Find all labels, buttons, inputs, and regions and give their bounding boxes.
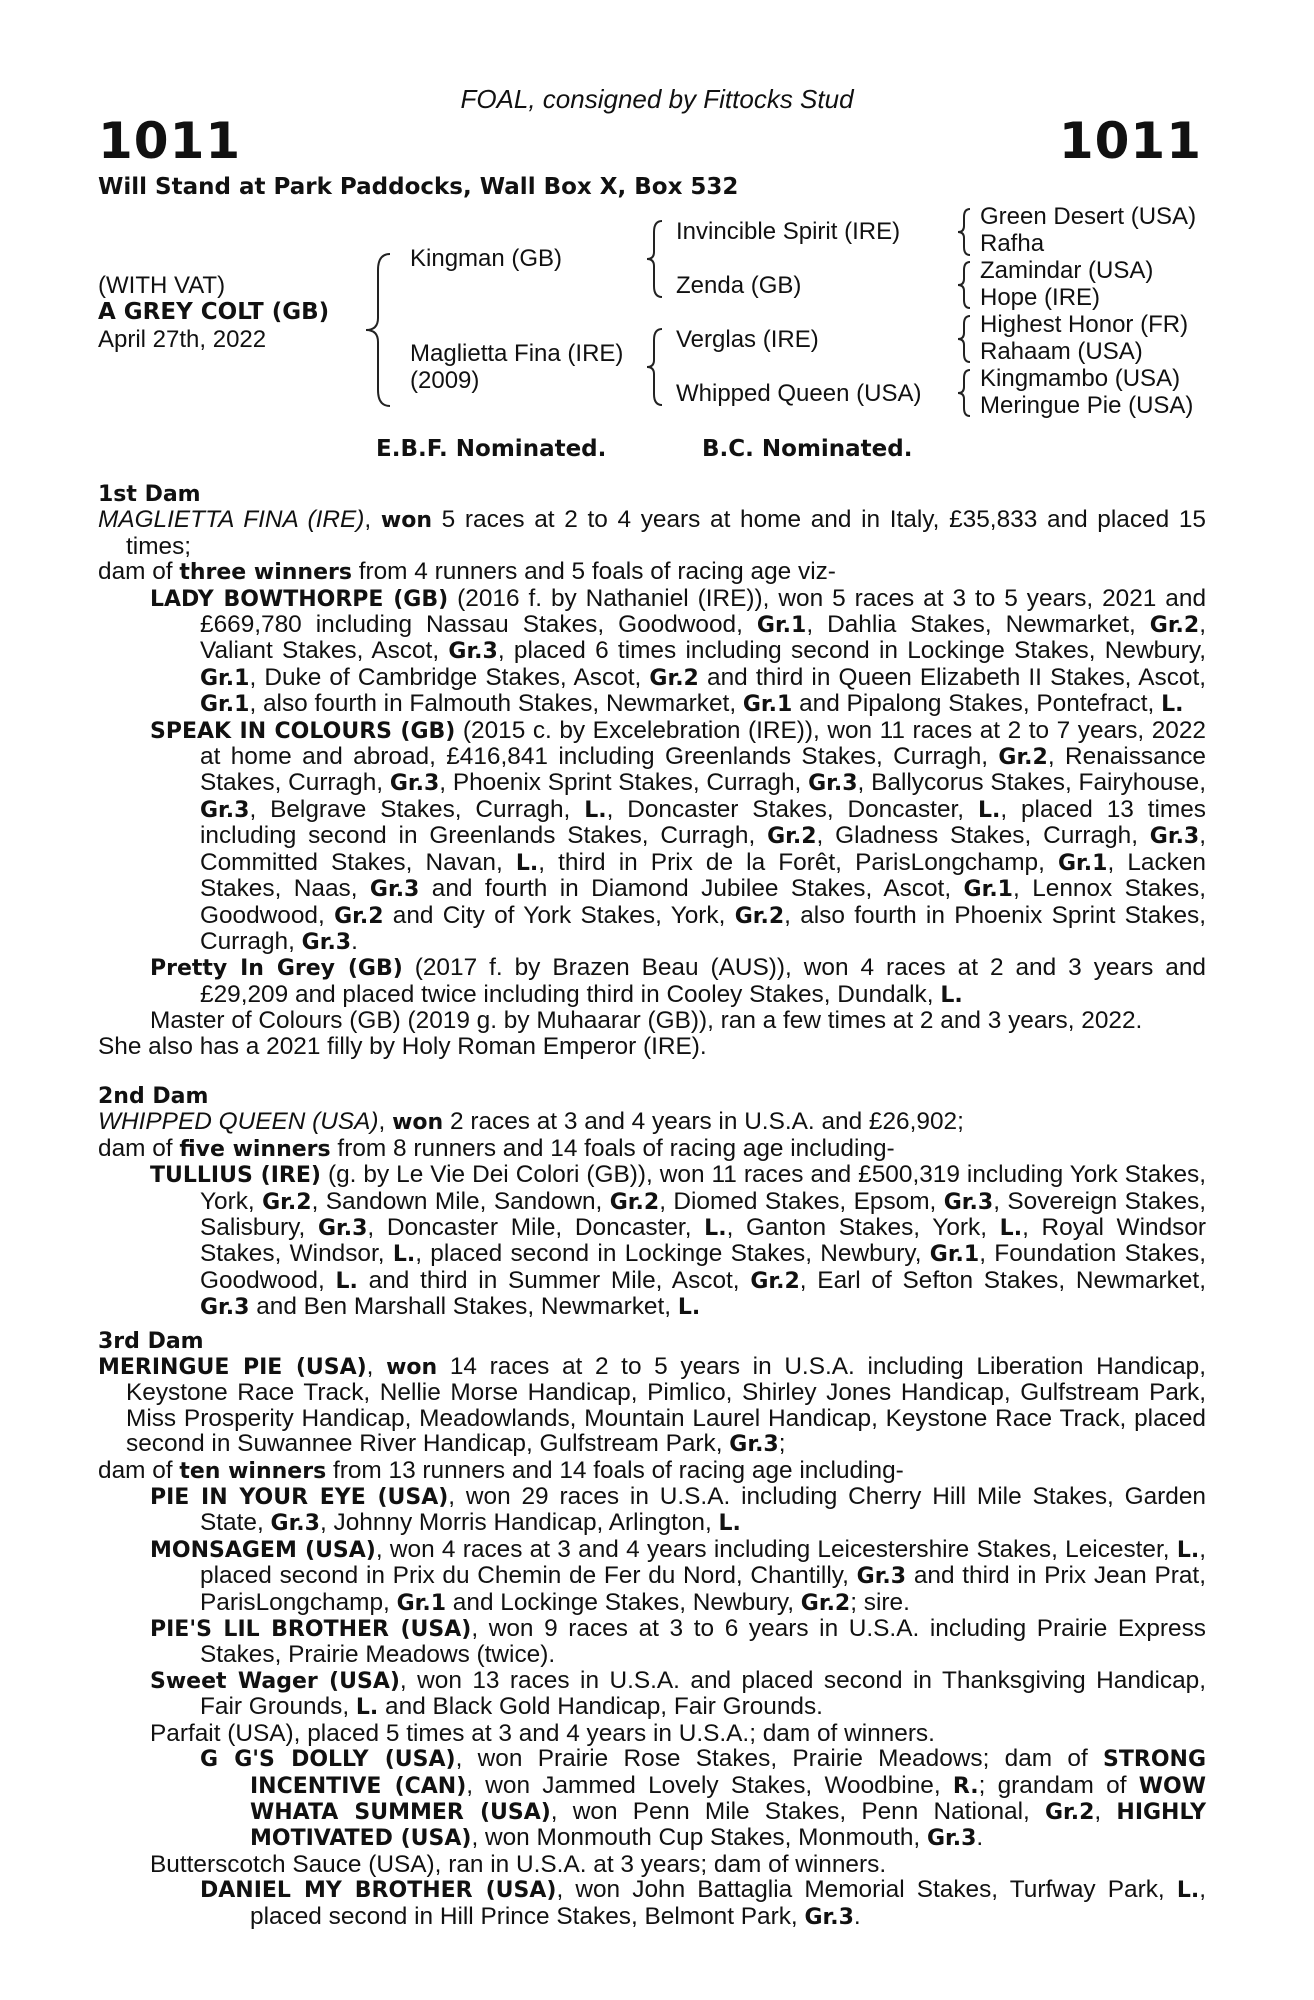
- catalogue-body: [98, 482, 1206, 1930]
- pedigree-g7: Kingmambo (USA): [980, 365, 1181, 392]
- pedigree-brace-g1: [954, 206, 976, 258]
- pedigree-g3: Zamindar (USA): [980, 257, 1154, 284]
- first-dam-progeny-3: Pretty In Grey (GB) (2017 f. by Brazen Beau (AUS)), won 4 races at 2 and 3 years and £29,209 and placed twice including third in Cooley Stakes, Dundalk, L.: [150, 954, 1206, 1008]
- pedigree-dam-dam: Whipped Queen (USA): [676, 380, 922, 407]
- pedigree-brace-g2: [954, 259, 976, 311]
- pedigree-brace-main: [360, 250, 400, 410]
- bc-nomination: B.C. Nominated.: [702, 436, 913, 462]
- third-dam-produce-summary: dam of ten winners from 13 runners and 14 foals of racing age including-: [98, 1456, 904, 1484]
- pedigree-g2: Rafha: [980, 230, 1045, 257]
- foaling-date: April 27th, 2022: [98, 326, 267, 353]
- ebf-nomination: E.B.F. Nominated.: [376, 436, 607, 462]
- third-dam-grandprogeny-6a: DANIEL MY BROTHER (USA), won John Battaglia Memorial Stakes, Turfway Park, L., placed second in Hill Prince Stakes, Belmont Park, Gr.3.: [200, 1876, 1206, 1930]
- pedigree-sire: Kingman (GB): [410, 245, 563, 272]
- vat-note: (WITH VAT): [98, 272, 226, 299]
- second-dam-produce-summary: dam of five winners from 8 runners and 14 foals of racing age including-: [98, 1134, 895, 1162]
- consignor-line: FOAL, consigned by Fittocks Stud: [460, 84, 854, 114]
- pedigree-sire-sire: Invincible Spirit (IRE): [676, 218, 901, 245]
- first-dam-produce-summary: dam of three winners from 4 runners and 5 foals of racing age viz-: [98, 558, 836, 586]
- third-dam-progeny-1: PIE IN YOUR EYE (USA), won 29 races in U.S.A. including Cherry Hill Mile Stakes, Garden State, Gr.3, Johnny Morris Handicap, Arlington, L.: [150, 1483, 1206, 1537]
- third-dam-progeny-4: Sweet Wager (USA), won 13 races in U.S.A. and placed second in Thanksgiving Handicap, Fair Grounds, L. and Black Gold Handicap, Fair Grounds.: [150, 1666, 1206, 1721]
- pedigree-g4: Hope (IRE): [980, 284, 1101, 311]
- second-dam-progeny-1: TULLIUS (IRE) (g. by Le Vie Dei Colori (GB)), won 11 races and £500,319 including York Stakes, York, Gr.2, Sandown Mile, Sandown, Gr.2, Diomed Stakes, Epsom, Gr.3, Sovereign Stakes, Salisbury, Gr.3, Doncaster Mile, Doncaster, L., Ganton Stakes, York, L., Royal Windsor Stakes, Windsor, L., placed second in Lockinge Stakes, Newbury, Gr.1, Foundation Stakes, Goodwood, L. and third in Summer Mile, Ascot, Gr.2, Earl of Sefton Stakes, Newmarket, Gr.3 and Ben Marshall Stakes, Newmarket, L.: [150, 1161, 1207, 1321]
- pedigree-dam-year: (2009): [410, 367, 480, 394]
- third-dam-progeny-3: PIE'S LIL BROTHER (USA), won 9 races at 3 to 6 years in U.S.A. including Prairie Express Stakes, Prairie Meadows (twice).: [150, 1615, 1207, 1669]
- pedigree-g1: Green Desert (USA): [980, 203, 1197, 230]
- third-dam-progeny-5: Parfait (USA), placed 5 times at 3 and 4 years in U.S.A.; dam of winners.: [150, 1719, 935, 1747]
- pedigree-dam-sire: Verglas (IRE): [676, 326, 819, 353]
- pedigree-brace-g3: [954, 313, 976, 365]
- lot-number-left: 1011: [98, 112, 242, 170]
- pedigree-dam: Maglietta Fina (IRE): [410, 340, 624, 367]
- pedigree-brace-g4: [954, 367, 976, 419]
- first-dam-progeny-2: SPEAK IN COLOURS (GB) (2015 c. by Excelebration (IRE)), won 11 races at 2 to 7 years, 2022 at home and abroad, £416,841 including Greenlands Stakes, Curragh, Gr.2, Renaissance Stakes, Curragh, Gr.3, Phoenix Sprint Stakes, Curragh, Gr.3, Ballycorus Stakes, Fairyhouse, Gr.3, Belgrave Stakes, Curragh, L., Doncaster Stakes, Doncaster, L., placed 13 times including second in Greenlands Stakes, Curragh, Gr.2, Gladness Stakes, Curragh, Gr.3, Committed Stakes, Navan, L., third in Prix de la Forêt, ParisLongchamp, Gr.1, Lacken Stakes, Naas, Gr.3 and fourth in Diamond Jubilee Stakes, Ascot, Gr.1, Lennox Stakes, Goodwood, Gr.2 and City of York Stakes, York, Gr.2, also fourth in Phoenix Sprint Stakes, Curragh, Gr.3.: [150, 716, 1207, 955]
- first-dam-progeny-1: LADY BOWTHORPE (GB) (2016 f. by Nathaniel (IRE)), won 5 races at 3 to 5 years, 2021 and £669,780 including Nassau Stakes, Goodwood, Gr.1, Dahlia Stakes, Newmarket, Gr.2, Valiant Stakes, Ascot, Gr.3, placed 6 times including second in Lockinge Stakes, Newbury, Gr.1, Duke of Cambridge Stakes, Ascot, Gr.2 and third in Queen Elizabeth II Stakes, Ascot, Gr.1, also fourth in Falmouth Stakes, Newmarket, Gr.1 and Pipalong Stakes, Pontefract, L.: [150, 584, 1207, 718]
- pedigree-sire-dam: Zenda (GB): [676, 272, 802, 299]
- pedigree-brace-sire: [644, 218, 668, 300]
- first-dam-record: MAGLIETTA FINA (IRE), won 5 races at 2 to 4 years at home and in Italy, £35,833 and placed 15 times;: [98, 506, 1206, 560]
- stand-location: Will Stand at Park Paddocks, Wall Box X, Box 532: [98, 174, 739, 200]
- third-dam-progeny-6: Butterscotch Sauce (USA), ran in U.S.A. at 3 years; dam of winners.: [150, 1850, 887, 1878]
- lot-description: A GREY COLT (GB): [98, 299, 330, 325]
- pedigree-brace-dam: [644, 326, 668, 408]
- third-dam-title: 3rd Dam: [98, 1328, 204, 1354]
- first-dam-progeny-4: Master of Colours (GB) (2019 g. by Muhaarar (GB)), ran a few times at 2 and 3 years, 2022.: [150, 1007, 1143, 1035]
- first-dam-title: 1st Dam: [98, 482, 201, 507]
- lot-number-right: 1011: [1058, 112, 1202, 170]
- first-dam-note: She also has a 2021 filly by Holy Roman Emperor (IRE).: [98, 1032, 707, 1060]
- third-dam-grandprogeny-5a: G G'S DOLLY (USA), won Prairie Rose Stakes, Prairie Meadows; dam of STRONG INCENTIVE (CAN), won Jammed Lovely Stakes, Woodbine, R.; grandam of WOW WHATA SUMMER (USA), won Penn Mile Stakes, Penn National, Gr.2, HIGHLY MOTIVATED (USA), won Monmouth Cup Stakes, Monmouth, Gr.3.: [200, 1745, 1207, 1852]
- third-dam-record: MERINGUE PIE (USA), won 14 races at 2 to 5 years in U.S.A. including Liberation Handicap, Keystone Race Track, Nellie Morse Handicap, Pimlico, Shirley Jones Handicap, Gulfstream Park, Miss Prosperity Handicap, Meadowlands, Mountain Laurel Handicap, Keystone Race Track, placed second in Suwannee River Handicap, Gulfstream Park, Gr.3;: [98, 1353, 1206, 1458]
- pedigree-g8: Meringue Pie (USA): [980, 392, 1194, 419]
- pedigree-g5: Highest Honor (FR): [980, 311, 1189, 338]
- pedigree-g6: Rahaam (USA): [980, 338, 1143, 365]
- second-dam-title: 2nd Dam: [98, 1083, 209, 1109]
- second-dam-record: WHIPPED QUEEN (USA), won 2 races at 3 and 4 years in U.S.A. and £26,902;: [98, 1108, 964, 1136]
- third-dam-progeny-2: MONSAGEM (USA), won 4 races at 3 and 4 years including Leicestershire Stakes, Leicester, L., placed second in Prix du Chemin de Fer du Nord, Chantilly, Gr.3 and third in Prix Jean Prat, ParisLongchamp, Gr.1 and Lockinge Stakes, Newbury, Gr.2; sire.: [150, 1535, 1206, 1616]
